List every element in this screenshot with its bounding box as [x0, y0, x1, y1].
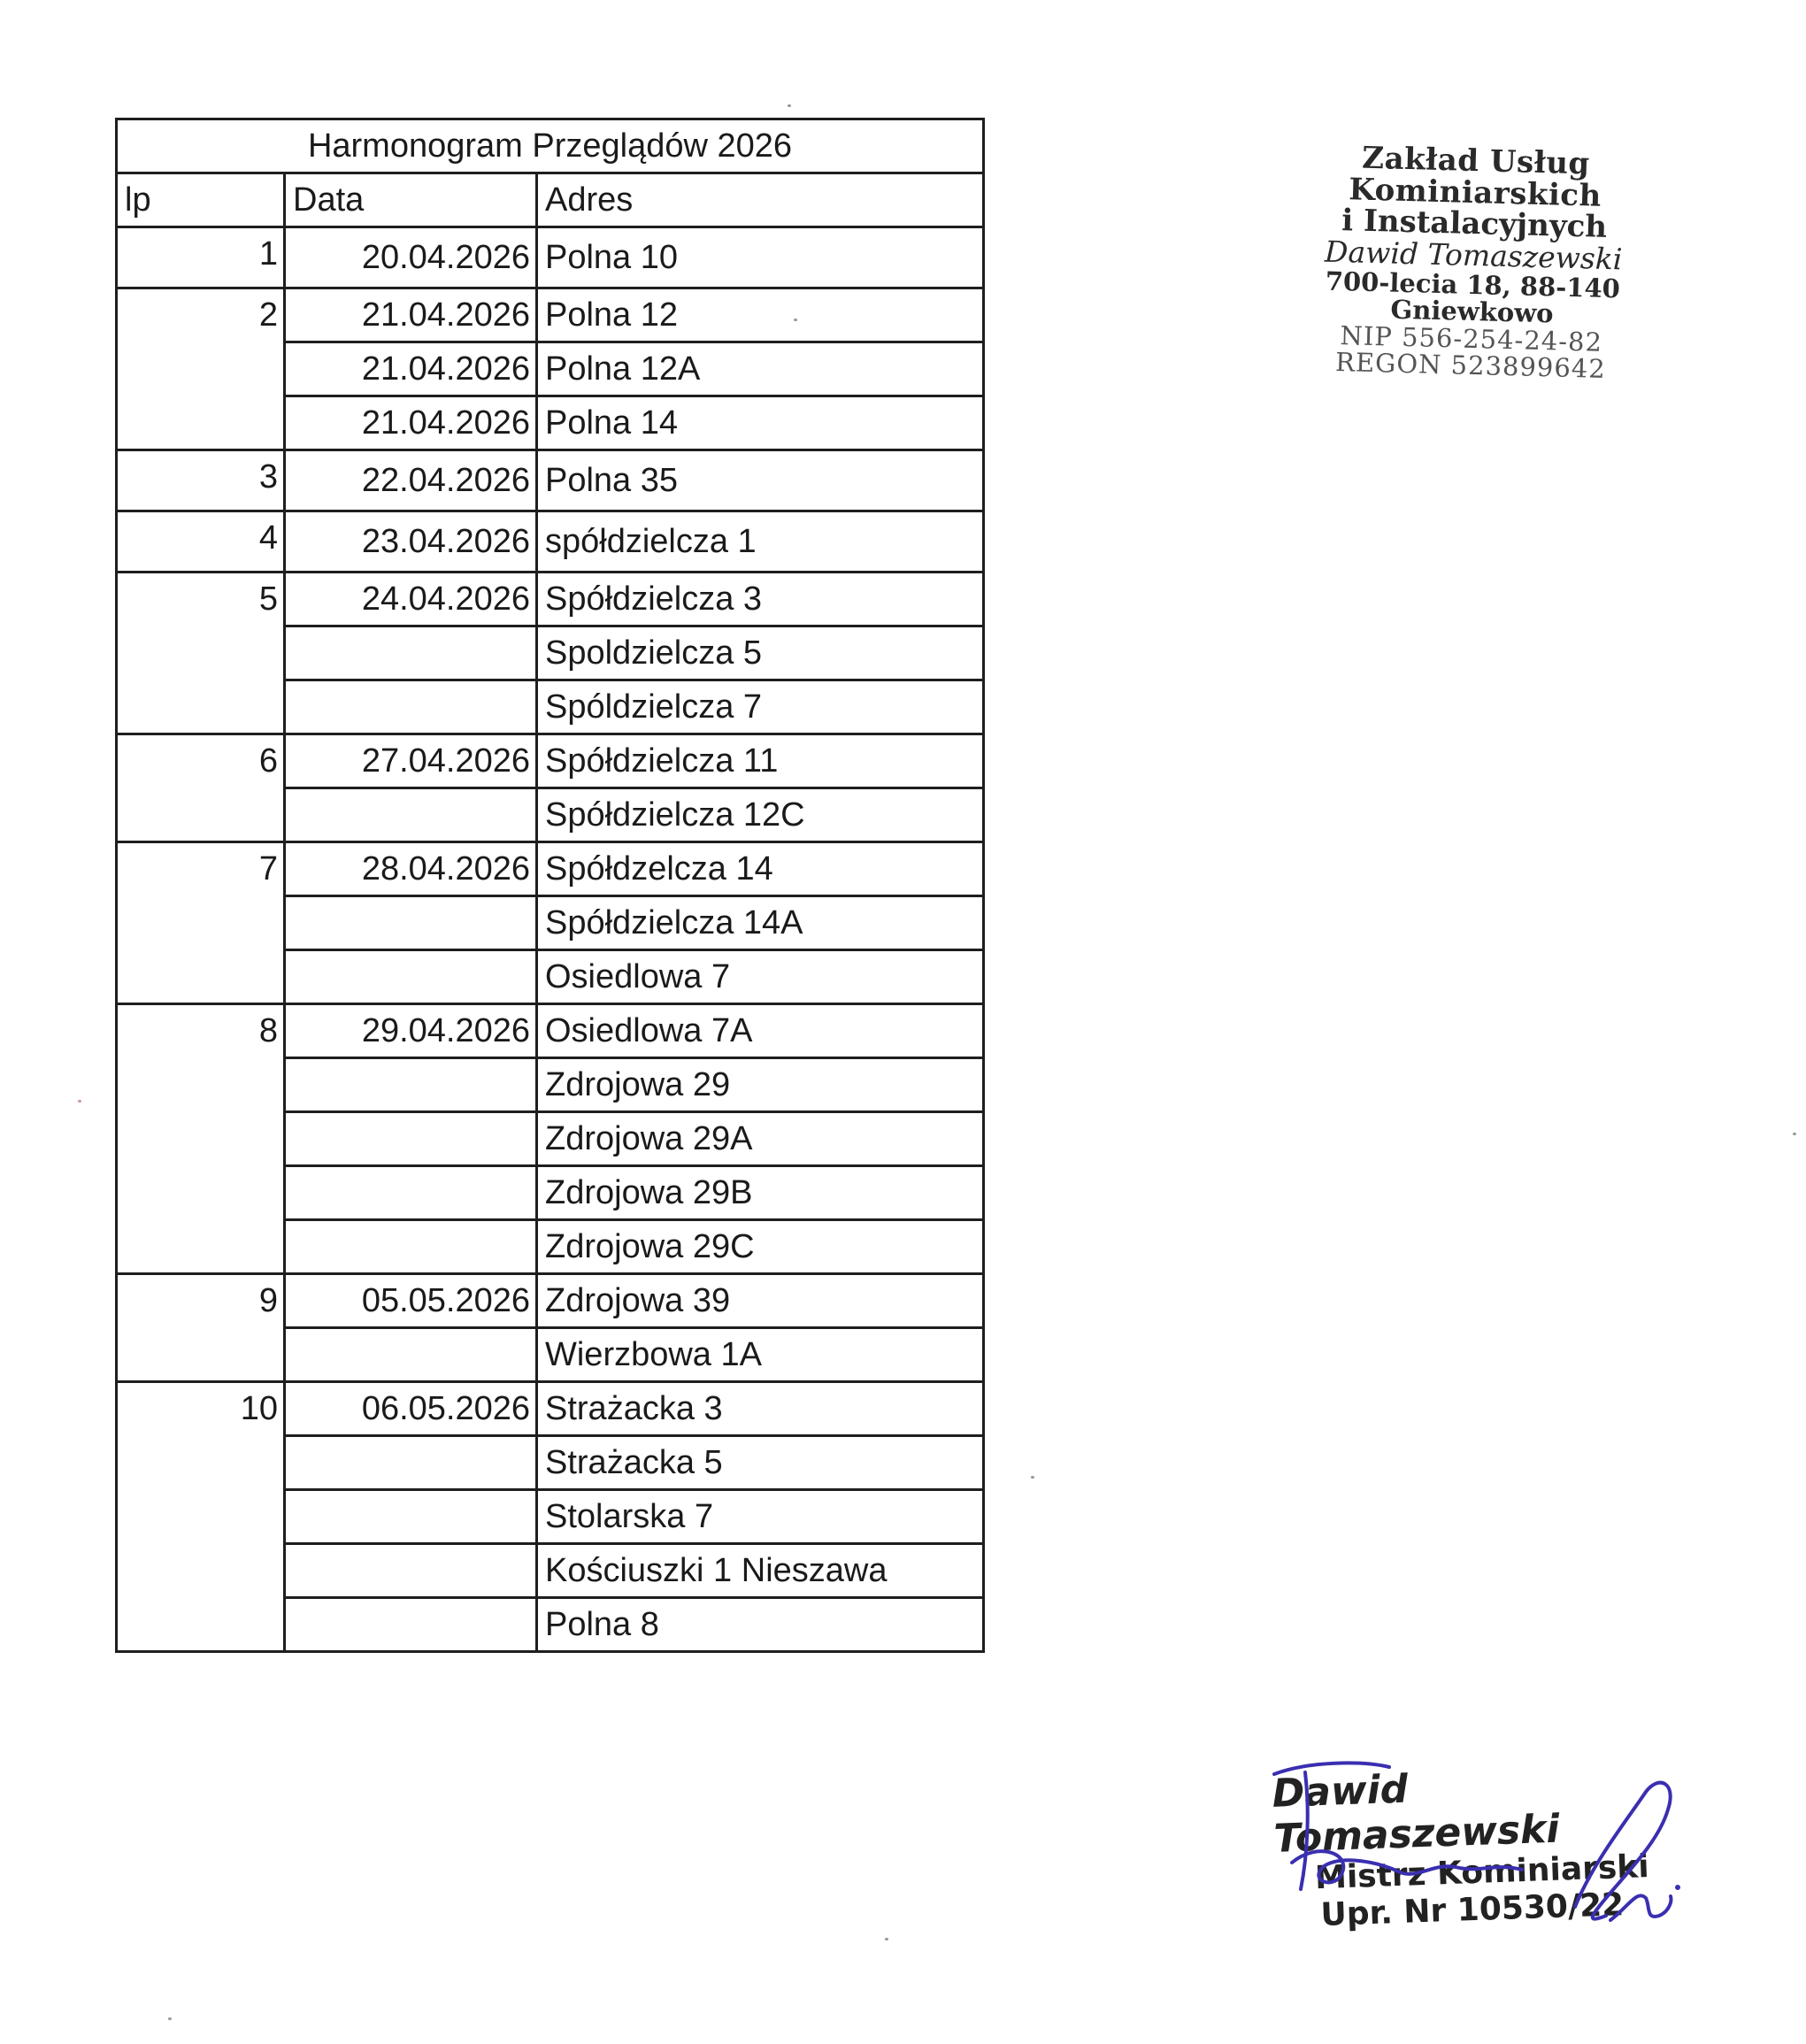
cell-date: 29.04.2026: [285, 1004, 537, 1058]
stamp-address: 700-lecia 18, 88-140 Gniewkowo: [1325, 265, 1621, 329]
cell-lp: 5: [117, 572, 285, 734]
stamp-company-name: Zakład Usług Kominiarskich: [1348, 140, 1602, 214]
cell-address: Strażacka 5: [537, 1436, 984, 1490]
cell-date: [285, 1112, 537, 1166]
handwritten-signature: [1257, 1756, 1699, 1960]
cell-address: Osiedlowa 7A: [537, 1004, 984, 1058]
signature-stamp-title: Mistrz Kominiarski: [1314, 1848, 1650, 1897]
cell-date: [285, 1490, 537, 1544]
stamp-owner-name: Dawid Tomaszewski: [1324, 234, 1623, 277]
cell-date: [285, 1058, 537, 1112]
cell-address: Osiedlowa 7: [537, 950, 984, 1004]
cell-lp: 3: [117, 450, 285, 511]
cell-address: Polna 12: [537, 288, 984, 342]
cell-address: Polna 12A: [537, 342, 984, 396]
table-row: [117, 227, 984, 288]
header-date: Data: [285, 173, 537, 227]
cell-lp: 1: [117, 227, 285, 288]
scan-speck: [788, 104, 791, 107]
table-row: [117, 1004, 984, 1058]
scan-speck: [168, 2017, 172, 2020]
cell-address: Zdrojowa 29C: [537, 1220, 984, 1274]
stamp-regon: REGON 523899642: [1334, 346, 1607, 384]
scan-speck: [794, 319, 797, 321]
cell-date: 06.05.2026: [285, 1382, 537, 1436]
scan-speck: [1031, 1476, 1034, 1479]
stamp-company-name-2: i Instalacyjnych: [1341, 203, 1608, 246]
cell-lp: 8: [117, 1004, 285, 1274]
cell-date: 21.04.2026: [285, 396, 537, 450]
table-body: [117, 227, 984, 1652]
table-row: [117, 511, 984, 572]
table-row: [117, 842, 984, 896]
cell-date: 21.04.2026: [285, 288, 537, 342]
signature-stamp-license: Upr. Nr 10530/22: [1319, 1886, 1625, 1933]
cell-date: [285, 1544, 537, 1598]
cell-date: [285, 626, 537, 680]
cell-date: [285, 680, 537, 734]
cell-date: [285, 950, 537, 1004]
header-lp: lp: [117, 173, 285, 227]
cell-date: [285, 1328, 537, 1382]
cell-address: Wierzbowa 1A: [537, 1328, 984, 1382]
scan-speck: [78, 1100, 81, 1103]
table-row: [117, 1382, 984, 1436]
table-row: [117, 572, 984, 626]
cell-address: Spółdzielcza 3: [537, 572, 984, 626]
cell-date: 05.05.2026: [285, 1274, 537, 1328]
cell-date: [285, 1436, 537, 1490]
table-row: [117, 288, 984, 342]
cell-date: 28.04.2026: [285, 842, 537, 896]
table-title: Harmonogram Przeglądów 2026: [117, 119, 984, 173]
cell-lp: 2: [117, 288, 285, 450]
cell-address: Spóldzielcza 7: [537, 680, 984, 734]
schedule-table: [115, 118, 985, 1653]
cell-address: Spółdzelcza 14: [537, 842, 984, 896]
cell-lp: 6: [117, 734, 285, 842]
cell-address: Zdrojowa 39: [537, 1274, 984, 1328]
cell-address: Zdrojowa 29: [537, 1058, 984, 1112]
cell-date: [285, 1220, 537, 1274]
table-header-row: [117, 173, 984, 227]
cell-address: Polna 10: [537, 227, 984, 288]
cell-address: Spółdzielcza 11: [537, 734, 984, 788]
signature-stamp-name: Dawid Tomaszewski: [1271, 1766, 1561, 1862]
scan-speck: [885, 1938, 888, 1940]
table-row: [117, 734, 984, 788]
table-row: [117, 1274, 984, 1328]
cell-address: Spółdzielcza 14A: [537, 896, 984, 950]
cell-date: 24.04.2026: [285, 572, 537, 626]
header-address: Adres: [537, 173, 984, 227]
cell-date: 20.04.2026: [285, 227, 537, 288]
cell-address: Polna 8: [537, 1598, 984, 1652]
cell-date: 23.04.2026: [285, 511, 537, 572]
cell-address: Kościuszki 1 Nieszawa: [537, 1544, 984, 1598]
cell-lp: 9: [117, 1274, 285, 1382]
cell-address: Spółdzielcza 12C: [537, 788, 984, 842]
cell-address: Polna 35: [537, 450, 984, 511]
cell-address: Spoldzielcza 5: [537, 626, 984, 680]
cell-date: 27.04.2026: [285, 734, 537, 788]
table-title-row: [117, 119, 984, 173]
cell-address: Stolarska 7: [537, 1490, 984, 1544]
cell-date: 22.04.2026: [285, 450, 537, 511]
cell-date: [285, 788, 537, 842]
cell-address: spółdzielcza 1: [537, 511, 984, 572]
cell-date: 21.04.2026: [285, 342, 537, 396]
cell-lp: 4: [117, 511, 285, 572]
cell-address: Strażacka 3: [537, 1382, 984, 1436]
cell-date: [285, 1598, 537, 1652]
table-row: [117, 450, 984, 511]
company-stamp: [1241, 140, 1707, 385]
cell-date: [285, 896, 537, 950]
cell-address: Zdrojowa 29A: [537, 1112, 984, 1166]
scan-speck: [1793, 1133, 1796, 1135]
cell-date: [285, 1166, 537, 1220]
stamp-nip: NIP 556-254-24-82: [1340, 319, 1603, 357]
cell-lp: 10: [117, 1382, 285, 1652]
cell-address: Zdrojowa 29B: [537, 1166, 984, 1220]
cell-lp: 7: [117, 842, 285, 1004]
cell-address: Polna 14: [537, 396, 984, 450]
